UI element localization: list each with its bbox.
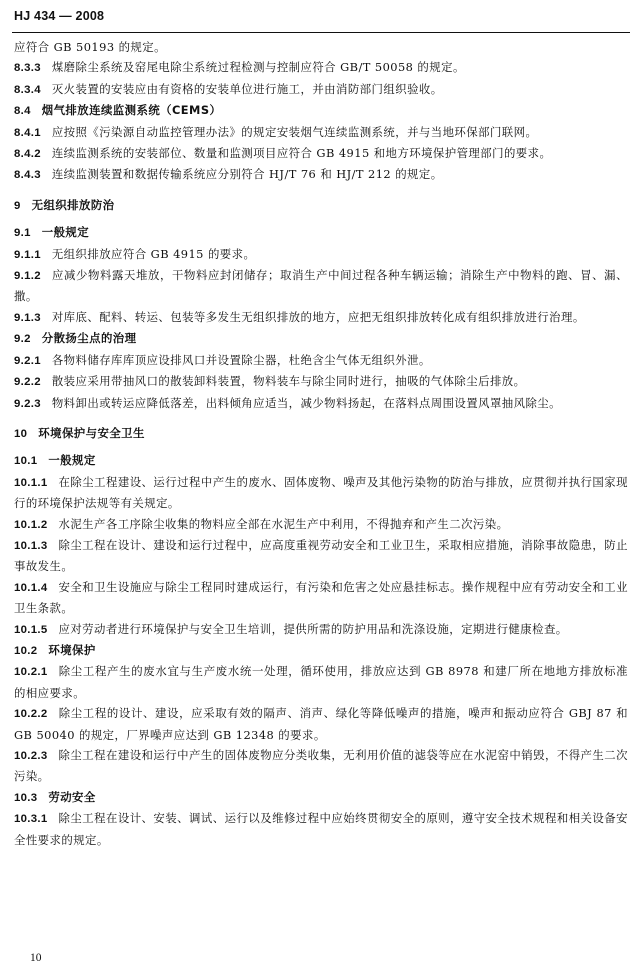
clause-paragraph (14, 79, 628, 100)
section-heading (14, 195, 628, 216)
clause-paragraph (14, 57, 628, 78)
heading-text: 烟气排放连续监测系统（CEMS） (41, 103, 222, 118)
clause-paragraph (14, 371, 628, 392)
subsection-heading (14, 787, 628, 808)
clause-text: 应符合 GB 50193 的规定。 (14, 40, 166, 54)
clause-number: 10.1.3 (14, 539, 48, 552)
clause-number: 9 (14, 199, 21, 212)
clause-number: 10.3 (14, 791, 38, 804)
clause-paragraph (14, 143, 628, 164)
clause-paragraph (14, 307, 628, 328)
clause-paragraph (14, 514, 628, 535)
heading-text: 无组织排放防治 (31, 197, 115, 212)
clause-number: 8.4.2 (14, 148, 41, 161)
clause-text: 除尘工程在建设和运行中产生的固体废物应分类收集，无利用价值的滤袋等应在水泥窑中销毁，不得产生二次污染。 (14, 748, 628, 784)
clause-paragraph (14, 703, 628, 745)
clause-text: 安全和卫生设施应与除尘工程同时建成运行，有污染和危害之处应悬挂标志。操作规程中应有劳动安全和工业卫生条款。 (14, 579, 628, 616)
clause-text: 应按照《污染源自动监控管理办法》的规定安装烟气连续监测系统，并与当地环保部门联网。 (51, 124, 538, 139)
clause-text: 对库底、配料、转运、包装等多发生无组织排放的地方，应把无组织排放转化成有组织排放进行治理。 (51, 309, 585, 324)
heading-text: 一般规定 (48, 453, 96, 468)
clause-text: 物料卸出或转运应降低落差，出料倾角应适当，减少物料扬起，在落料点周围设置风罩抽风除尘。 (51, 395, 561, 410)
clause-number: 8.4.1 (14, 126, 41, 139)
clause-text: 水泥生产各工序除尘收集的物料应全部在水泥生产中利用，不得抛弃和产生二次污染。 (58, 516, 509, 531)
clause-paragraph (14, 122, 628, 143)
clause-text: 除尘工程在设计、安装、调试、运行以及维修过程中应始终贯彻安全的原则，遵守安全技术规程和相关设备安全性要求的规定。 (14, 811, 628, 847)
subsection-heading (14, 450, 628, 471)
clause-text: 连续监测装置和数据传输系统应分别符合 HJ/T 76 和 HJ/T 212 的规定。 (51, 167, 443, 182)
clause-paragraph (14, 265, 628, 307)
heading-text: 分散扬尘点的治理 (41, 331, 137, 346)
clause-text: 应对劳动者进行环境保护与安全卫生培训，提供所需的防护用品和洗涤设施，定期进行健康检查。 (58, 621, 568, 636)
clause-number: 8.4 (14, 105, 31, 118)
page-number: 10 (30, 952, 42, 964)
clause-text: 各物料储存库库顶应设排风口并设置除尘器，杜绝含尘气体无组织外泄。 (51, 352, 431, 367)
section-heading (14, 423, 628, 444)
heading-text: 环境保护 (48, 642, 96, 657)
clause-text: 除尘工程产生的废水宜与生产废水统一处理，循环使用，排放应达到 GB 8978 和建厂所在地地方排放标准的相应要求。 (14, 664, 628, 700)
clause-number: 9.1 (14, 227, 31, 240)
clause-number: 10.1.1 (14, 476, 48, 489)
clause-text: 除尘工程的设计、建设，应采取有效的隔声、消声、绿化等降低噪声的措施，噪声和振动应符合 GBJ 87 和 GB 50040 的规定，厂界噪声应达到 GB 12348 的要求。 (14, 706, 628, 742)
clause-number: 9.2.1 (14, 354, 41, 367)
heading-text: 一般规定 (41, 225, 90, 240)
clause-paragraph (14, 745, 628, 787)
clause-number: 10.1.5 (14, 623, 48, 636)
subsection-heading (14, 100, 628, 121)
heading-text: 环境保护与安全卫生 (38, 425, 145, 440)
clause-number: 10.2.3 (14, 750, 48, 762)
clause-paragraph (14, 661, 628, 703)
header-rule (12, 32, 630, 33)
clause-number: 9.2 (14, 333, 31, 346)
clause-paragraph (14, 164, 628, 185)
clause-paragraph (14, 808, 628, 850)
clause-paragraph (14, 577, 628, 619)
clause-paragraph (14, 619, 628, 640)
clause-number: 10.2.2 (14, 708, 48, 721)
clause-text: 连续监测系统的安装部位、数量和监测项目应符合 GB 4915 和地方环境保护管理部门的要求。 (51, 146, 552, 161)
clause-paragraph (14, 393, 628, 414)
clause-paragraph (14, 244, 628, 265)
clause-text: 散装应采用带抽风口的散装卸料装置，物料装车与除尘同时进行，抽吸的气体除尘后排放。 (51, 374, 526, 389)
running-header: HJ 434 — 2008 (14, 9, 105, 23)
heading-text: 劳动安全 (48, 789, 96, 804)
clause-paragraph (14, 535, 628, 577)
clause-number: 10.2.1 (14, 666, 48, 679)
clause-number: 8.3.4 (14, 83, 41, 96)
clause-paragraph (14, 37, 628, 57)
clause-text: 除尘工程在设计、建设和运行过程中，应高度重视劳动安全和工业卫生，采取相应措施，消除事故隐患，防止事故发生。 (14, 537, 628, 574)
clause-text: 无组织排放应符合 GB 4915 的要求。 (51, 246, 256, 261)
clause-number: 9.1.3 (14, 311, 41, 324)
clause-text: 在除尘工程建设、运行过程中产生的废水、固体废物、噪声及其他污染物的防治与排放，应贯彻并执行国家现行的环境保护法规等有关规定。 (14, 474, 628, 511)
clause-number: 10 (14, 427, 28, 440)
subsection-heading (14, 222, 628, 243)
clause-paragraph (14, 350, 628, 371)
clause-text: 灭火装置的安装应由有资格的安装单位进行施工，并由消防部门组织验收。 (51, 81, 443, 96)
subsection-heading (14, 640, 628, 661)
clause-number: 9.2.3 (14, 397, 41, 410)
clause-number: 10.1.4 (14, 581, 48, 594)
clause-text: 应减少物料露天堆放，干物料应封闭储存；取消生产中间过程各种车辆运输；消除生产中物料的跑、冒、漏、撒。 (14, 268, 628, 304)
clause-text: 煤磨除尘系统及窑尾电除尘系统过程检测与控制应符合 GB/T 50058 的规定。 (51, 60, 465, 75)
clause-number: 10.1.2 (14, 518, 48, 531)
clause-number: 10.2 (14, 644, 38, 657)
clause-number: 9.2.2 (14, 376, 41, 389)
clause-number: 10.3.1 (14, 813, 48, 826)
clause-number: 9.1.1 (14, 248, 41, 261)
clause-number: 9.1.2 (14, 270, 41, 283)
clause-number: 8.3.3 (14, 62, 41, 75)
document-body (14, 37, 628, 850)
clause-number: 8.4.3 (14, 169, 41, 182)
subsection-heading (14, 328, 628, 349)
clause-paragraph (14, 472, 628, 514)
clause-number: 10.1 (14, 455, 38, 468)
